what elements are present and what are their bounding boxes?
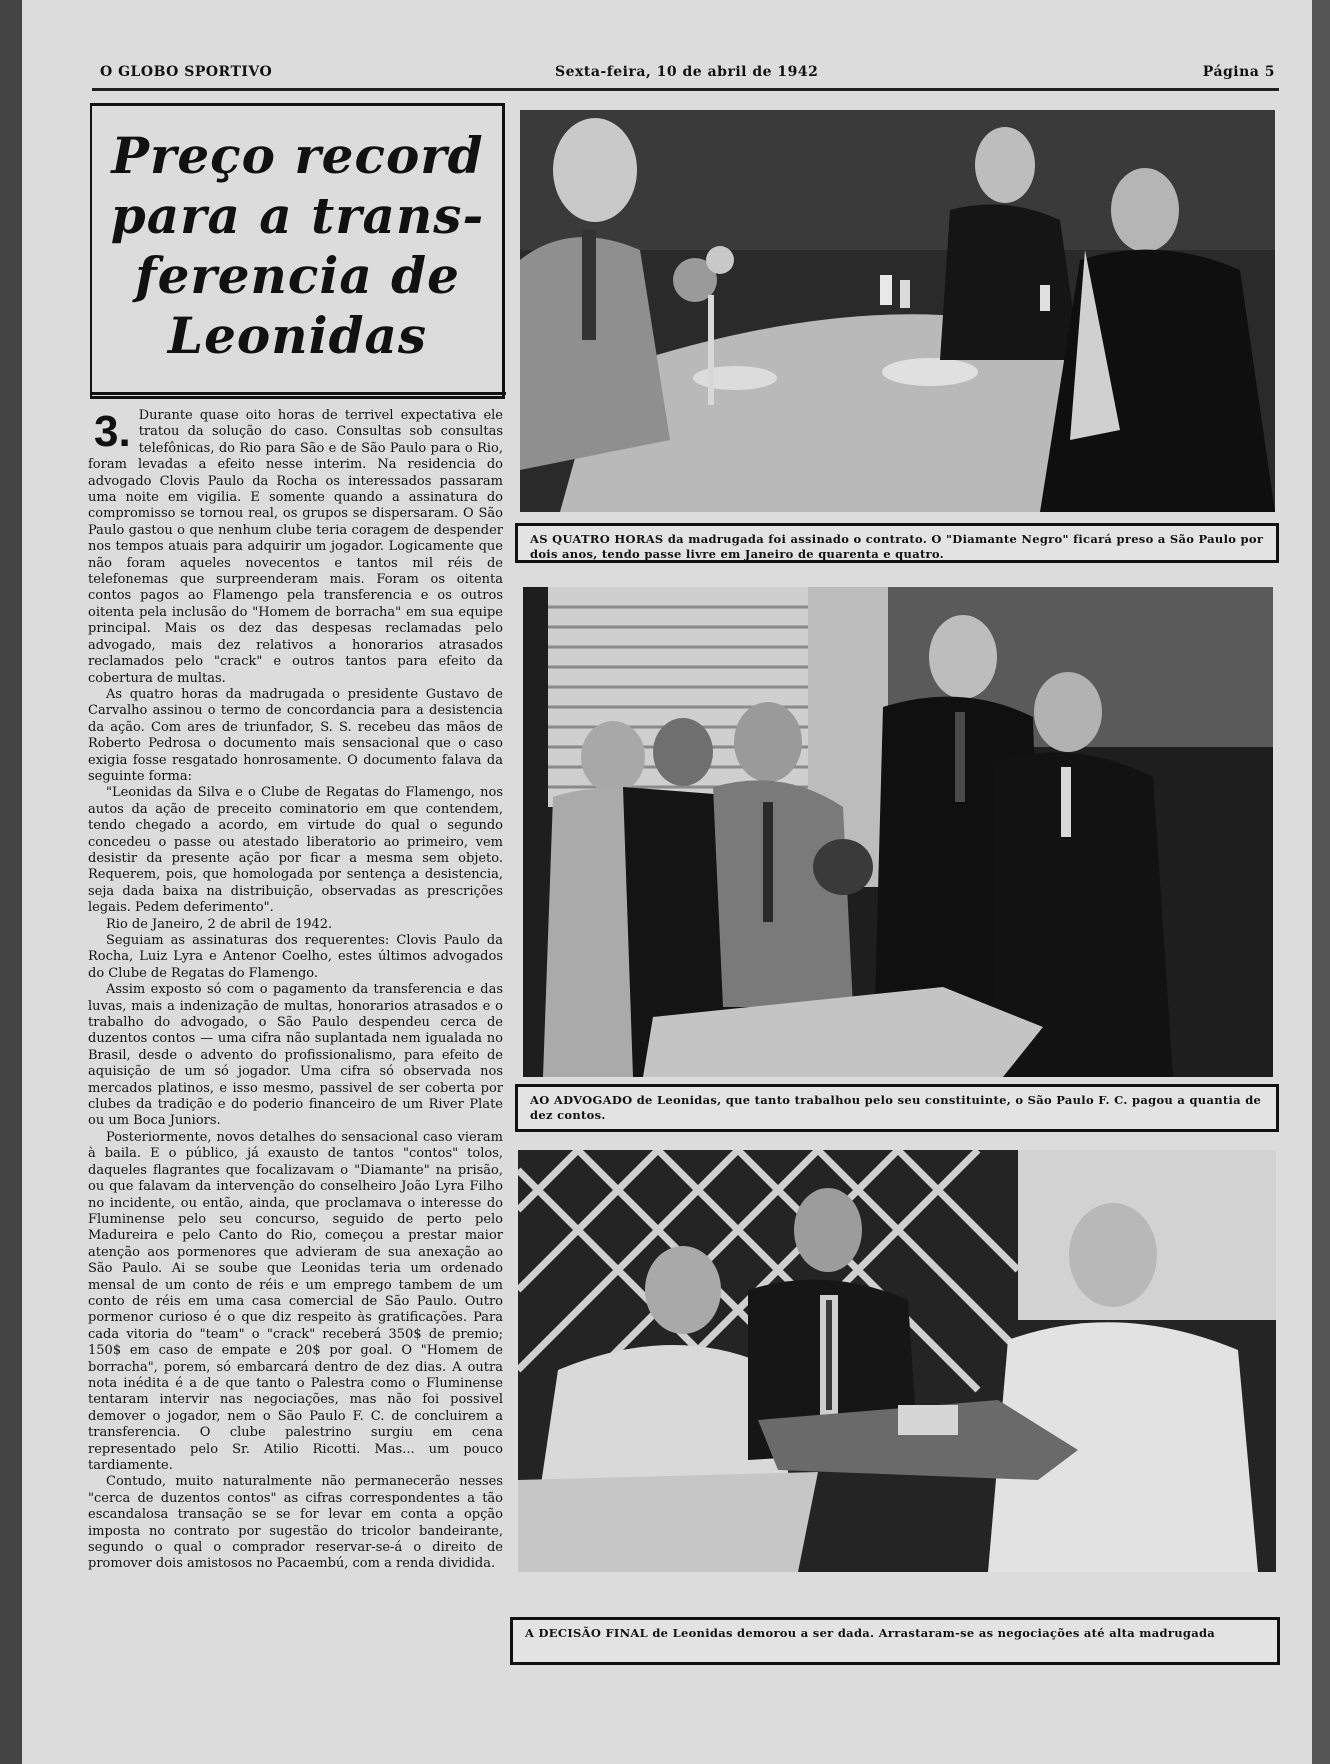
caption-text: AO ADVOGADO de Leonidas, que tanto trabalhou pelo seu constituinte, o São Paulo F. C. pagou a quantia de dez contos. xyxy=(530,1093,1262,1122)
article-paragraph: Durante quase oito horas de terrivel expectativa ele tratou da solução do caso. Consultas sob consultas telefônicas, do Rio para São e de São Paulo para o Rio, foram levadas a efeito nesse interim. Na residencia do advogado Clovis Paulo da Rocha os interessados passaram uma noite em vigilia. E somente quando a assinatura do compromisso se tornou real, os grupos se dispersaram. O São Paulo gastou o que nenhum clube teria coragem de despender nos tempos atuais para adquirir um jogador. Logicamente que não foram aqueles novecentos e tantos mil réis de telefonemas que surpreenderam mais. Foram os oitenta contos pagos ao Flamengo pela transferencia e os outros oitenta pela inclusão do "Homem de borracha" em sua equipe principal. Mais os dez das despesas reclamadas pelo advogado, mais dez relativos a honorarios atrasados reclamados pelo "crack" e outros tantos para efeito da cobertura de multas. xyxy=(88,408,503,686)
article-paragraph: Posteriormente, novos detalhes do sensacional caso vieram à baila. E o público, já exausto de tantos "contos" tolos, daqueles flagrantes que focalizavam o "Diamante" na prisão, ou que falavam da intervenção do conselheiro João Lyra Filho no incidente, ou então, ainda, que proclamava o interesse do Fluminense pelo seu concurso, seguido de perto pelo Madureira e pelo Canto do Rio, começou a prestar maior atenção aos pormenores que advieram de sua anexação ao São Paulo. Ai se soube que Leonidas teria um ordenado mensal de um conto de réis e um emprego tambem de um conto de réis em uma casa comercial de São Paulo. Outro pormenor curioso é o que diz respeito às gratificações. Para cada vitoria do "team" o "crack" receberá 350$ de premio; 150$ em caso de empate e 20$ por goal. O "Homem de borracha", porem, só embarcará dentro de dez dias. A outra nota inédita é a de que tanto o Palestra como o Fluminense tentaram intervir nas negociações, mas não foi possivel demover o jogador, nem o São Paulo F. C. de concluirem a transferencia. O clube palestrino surgiu em cena representado pelo Sr. Atilio Ricotti. Mas... um pouco tardiamente. xyxy=(88,1129,503,1473)
headline-line: Preço record xyxy=(111,126,484,185)
photo-lawyer-signing-caption xyxy=(515,1084,1279,1132)
headline-line: Leonidas xyxy=(167,306,428,365)
photo-dinner-table-caption xyxy=(515,523,1279,563)
article-paragraph: Rio de Janeiro, 2 de abril de 1942. xyxy=(106,916,333,932)
article-paragraph: Assim exposto só com o pagamento da transferencia e das luvas, mais a indenização de multas, honorarios atrasados e o trabalho do advogado, o São Paulo despendeu cerca de duzentos contos — uma cifra não suplantada nem igualada no Brasil, desde o advento do profissionalismo, para efeito de aquisição de um só jogador. Uma cifra só observada nos mercados platinos, e isso mesmo, passivel de ser coberta por clubes da tradição e do poderio financeiro de um River Plate ou um Boca Juniors. xyxy=(88,982,503,1129)
masthead-page-number: Página 5 xyxy=(1202,64,1275,80)
photo-final-decision xyxy=(518,1150,1276,1572)
photo-dinner-table xyxy=(520,110,1275,512)
photo-final-decision-illustration xyxy=(518,1150,1276,1572)
scan-edge-right xyxy=(1312,0,1330,1764)
caption-text: AS QUATRO HORAS da madrugada foi assinado o contrato. O "Diamante Negro" ficará preso a São Paulo por dois anos, tendo passe livre em Janeiro de quarenta e quatro. xyxy=(530,532,1264,561)
article-body xyxy=(88,408,503,1673)
scan-edge-left xyxy=(0,0,22,1764)
caption-text: A DECISÃO FINAL de Leonidas demorou a ser dada. Arrastaram-se as negociações até alta madrugada xyxy=(525,1626,1216,1640)
headline-line: para a trans- xyxy=(110,186,485,245)
headline-rule xyxy=(90,392,506,395)
masthead-rule xyxy=(92,88,1279,91)
article-paragraph: "Leonidas da Silva e o Clube de Regatas do Flamengo, nos autos da ação de preceito cominatorio em que contendem, tendo chegado a acordo, em virtude do qual o segundo concedeu o passe ou atestado liberatorio ao primeiro, vem desistir da presente ação por ficar a mesma sem objeto. Requerem, pois, que homologada por sentença a desistencia, seja dada baixa na distribuição, observadas as prescrições legais. Pedem deferimento". xyxy=(88,785,503,916)
article-paragraph: Seguiam as assinaturas dos requerentes: Clovis Paulo da Rocha, Luiz Lyra e Antenor Coelho, estes últimos advogados do Clube de Regatas do Flamengo. xyxy=(88,933,503,981)
headline-box xyxy=(90,103,505,399)
photo-lawyer-signing xyxy=(523,587,1273,1077)
masthead-date: Sexta-feira, 10 de abril de 1942 xyxy=(555,64,819,80)
headline-line: ferencia de xyxy=(135,246,460,305)
photo-dinner-table-illustration xyxy=(520,110,1275,512)
masthead xyxy=(100,64,1275,86)
article-paragraph: Contudo, muito naturalmente não permanecerão nesses "cerca de duzentos contos" as cifras correspondentes a tão escandalosa transação se se for levar em conta a opção imposta no contrato por sugestão do tricolor bandeirante, segundo o qual o comprador reservar-se-á o direito de promover dois amistosos no Pacaembú, com a renda dividida. xyxy=(88,1474,503,1572)
article-paragraph: As quatro horas da madrugada o presidente Gustavo de Carvalho assinou o termo de concordancia para a desistencia da ação. Com ares de triunfador, S. S. recebeu das mãos de Roberto Pedrosa o documento mais sensacional que o caso exigia fosse resgatado honrosamente. O documento falava da seguinte forma: xyxy=(88,686,503,784)
photo-lawyer-signing-illustration xyxy=(523,587,1273,1077)
photo-final-decision-caption xyxy=(510,1617,1280,1665)
article-section-number: 3. xyxy=(94,408,131,456)
masthead-paper-name: O GLOBO SPORTIVO xyxy=(100,64,273,80)
headline xyxy=(100,126,495,366)
